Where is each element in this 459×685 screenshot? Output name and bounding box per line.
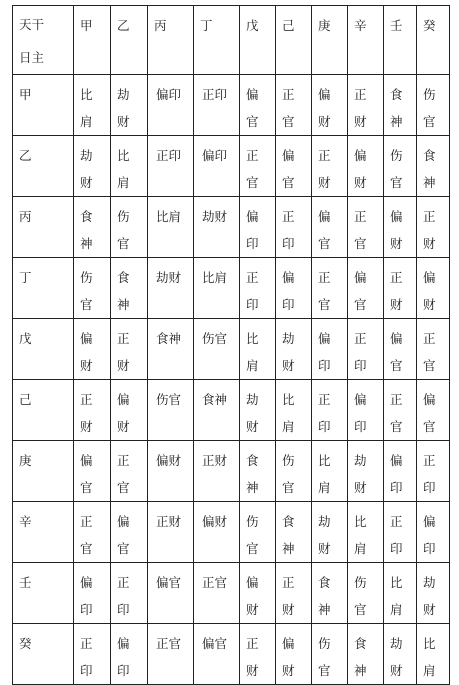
table-cell: [384, 502, 417, 563]
column-header: 庚: [312, 6, 348, 75]
table-cell: [312, 75, 348, 136]
cell-char-top: 偏: [117, 636, 130, 651]
cell-char-top: 食: [390, 87, 403, 102]
table-cell: [111, 502, 148, 563]
column-header: 丙: [148, 6, 194, 75]
cell-char-top: 偏: [390, 209, 403, 224]
cell-char-bottom: 印: [282, 297, 295, 312]
cell-char-top: 偏: [246, 209, 259, 224]
cell-char-bottom: 财: [117, 358, 130, 373]
cell-char-bottom: 肩: [423, 663, 436, 678]
cell-char-top: 伤: [354, 575, 367, 590]
cell-char-bottom: 神: [390, 114, 403, 129]
cell-char-top: 比: [80, 87, 93, 102]
cell-char-bottom: 财: [318, 541, 331, 556]
row-stem-label: 甲: [13, 75, 74, 136]
cell-char-top: 偏: [423, 392, 436, 407]
cell-char-bottom: 官: [246, 541, 259, 556]
table-cell: [312, 136, 348, 197]
table-row: [13, 441, 450, 502]
cell-char-top: 正: [80, 514, 93, 529]
cell-char-top: 正: [117, 453, 130, 468]
cell-char-bottom: 印: [117, 663, 130, 678]
cell-char-top: 正: [318, 392, 331, 407]
table-cell: [276, 441, 312, 502]
table-cell: 偏印: [194, 136, 240, 197]
cell-char-bottom: 财: [390, 297, 403, 312]
table-cell: [276, 136, 312, 197]
corner-bottom-label: 日主: [19, 50, 45, 65]
cell-char-bottom: 官: [354, 297, 367, 312]
column-header: 丁: [194, 6, 240, 75]
table-cell: [384, 624, 417, 685]
corner-cell: [13, 6, 74, 75]
cell-char-top: 劫: [246, 392, 259, 407]
cell-char-top: 比: [354, 514, 367, 529]
cell-char-top: 偏: [354, 392, 367, 407]
cell-char-top: 伤: [318, 636, 331, 651]
table-cell: [417, 319, 450, 380]
cell-char-bottom: 官: [390, 419, 403, 434]
cell-char-bottom: 财: [117, 419, 130, 434]
table-cell: 比肩: [148, 197, 194, 258]
cell-char-top: 比: [390, 575, 403, 590]
cell-char-top: 比: [318, 453, 331, 468]
cell-char-bottom: 财: [390, 663, 403, 678]
table-cell: [384, 319, 417, 380]
table-cell: 偏财: [194, 502, 240, 563]
cell-char-bottom: 财: [282, 663, 295, 678]
cell-char-bottom: 印: [246, 297, 259, 312]
cell-char-bottom: 财: [282, 602, 295, 617]
cell-char-bottom: 财: [354, 114, 367, 129]
table-cell: [348, 441, 384, 502]
cell-char-bottom: 财: [246, 663, 259, 678]
cell-char-bottom: 财: [423, 236, 436, 251]
cell-char-top: 劫: [423, 575, 436, 590]
table-cell: [417, 441, 450, 502]
cell-char-top: 正: [390, 270, 403, 285]
table-cell: [74, 136, 111, 197]
row-stem-label: 庚: [13, 441, 74, 502]
cell-char-top: 劫: [318, 514, 331, 529]
cell-char-top: 劫: [354, 453, 367, 468]
cell-char-bottom: 官: [282, 480, 295, 495]
table-cell: [384, 441, 417, 502]
table-cell: [417, 197, 450, 258]
cell-char-bottom: 官: [282, 175, 295, 190]
cell-char-bottom: 财: [354, 175, 367, 190]
cell-char-bottom: 官: [318, 663, 331, 678]
table-cell: [384, 75, 417, 136]
table-cell: [312, 441, 348, 502]
cell-char-top: 偏: [117, 392, 130, 407]
table-cell: 劫财: [194, 197, 240, 258]
cell-char-top: 正: [80, 636, 93, 651]
cell-char-bottom: 官: [80, 297, 93, 312]
cell-char-bottom: 官: [80, 541, 93, 556]
cell-char-top: 食: [80, 209, 93, 224]
table-cell: [384, 563, 417, 624]
cell-char-bottom: 财: [318, 175, 331, 190]
header-row: [13, 6, 450, 75]
cell-char-bottom: 官: [354, 236, 367, 251]
cell-char-top: 正: [423, 331, 436, 346]
table-cell: 正财: [194, 441, 240, 502]
table-cell: 食神: [148, 319, 194, 380]
table-cell: [348, 502, 384, 563]
cell-char-top: 偏: [354, 148, 367, 163]
cell-char-bottom: 神: [282, 541, 295, 556]
cell-char-top: 食: [282, 514, 295, 529]
column-header: 己: [276, 6, 312, 75]
table-cell: [240, 319, 276, 380]
cell-char-top: 正: [246, 148, 259, 163]
table-row: [13, 136, 450, 197]
row-stem-label: 壬: [13, 563, 74, 624]
cell-char-bottom: 官: [246, 175, 259, 190]
cell-char-bottom: 财: [390, 236, 403, 251]
cell-char-bottom: 神: [318, 602, 331, 617]
table-cell: 偏官: [194, 624, 240, 685]
table-cell: [111, 136, 148, 197]
cell-char-bottom: 官: [80, 480, 93, 495]
table-cell: [348, 319, 384, 380]
cell-char-bottom: 神: [246, 480, 259, 495]
cell-char-top: 食: [246, 453, 259, 468]
table-cell: 伤官: [194, 319, 240, 380]
cell-char-bottom: 印: [318, 419, 331, 434]
table-cell: [348, 563, 384, 624]
cell-char-bottom: 神: [117, 297, 130, 312]
cell-char-top: 正: [318, 270, 331, 285]
cell-char-top: 正: [117, 575, 130, 590]
table-cell: [74, 624, 111, 685]
cell-char-bottom: 官: [354, 602, 367, 617]
table-cell: [312, 502, 348, 563]
table-cell: [74, 441, 111, 502]
table-cell: [74, 502, 111, 563]
cell-char-bottom: 官: [390, 175, 403, 190]
cell-char-top: 偏: [318, 209, 331, 224]
table-cell: 偏财: [148, 441, 194, 502]
cell-char-bottom: 财: [246, 419, 259, 434]
cell-char-top: 正: [354, 331, 367, 346]
cell-char-top: 劫: [117, 87, 130, 102]
table-cell: [111, 75, 148, 136]
cell-char-bottom: 官: [117, 236, 130, 251]
table-cell: [384, 136, 417, 197]
cell-char-top: 比: [282, 392, 295, 407]
cell-char-top: 食: [354, 636, 367, 651]
table-row: [13, 197, 450, 258]
table-cell: [74, 380, 111, 441]
cell-char-top: 伤: [390, 148, 403, 163]
table-cell: [276, 380, 312, 441]
cell-char-top: 正: [117, 331, 130, 346]
cell-char-top: 比: [423, 636, 436, 651]
row-stem-label: 丙: [13, 197, 74, 258]
cell-char-top: 偏: [423, 270, 436, 285]
cell-char-top: 食: [117, 270, 130, 285]
cell-char-bottom: 印: [423, 541, 436, 556]
table-cell: 伤官: [148, 380, 194, 441]
table-cell: [240, 136, 276, 197]
cell-char-bottom: 印: [390, 480, 403, 495]
table-row: [13, 502, 450, 563]
cell-char-bottom: 财: [282, 358, 295, 373]
table-cell: [417, 136, 450, 197]
cell-char-bottom: 财: [117, 114, 130, 129]
table-cell: [276, 563, 312, 624]
cell-char-bottom: 印: [117, 602, 130, 617]
table-cell: [384, 197, 417, 258]
table-cell: [312, 258, 348, 319]
row-stem-label: 己: [13, 380, 74, 441]
cell-char-bottom: 财: [80, 175, 93, 190]
cell-char-top: 偏: [80, 331, 93, 346]
table-cell: [312, 380, 348, 441]
cell-char-top: 食: [318, 575, 331, 590]
table-cell: 劫财: [148, 258, 194, 319]
cell-char-top: 偏: [282, 270, 295, 285]
table-cell: [111, 319, 148, 380]
corner-top-label: 天干: [19, 17, 45, 32]
cell-char-bottom: 官: [423, 114, 436, 129]
table-cell: [276, 75, 312, 136]
table-cell: [348, 624, 384, 685]
table-cell: 偏官: [148, 563, 194, 624]
column-header: 辛: [348, 6, 384, 75]
cell-char-top: 偏: [390, 331, 403, 346]
table-cell: [240, 441, 276, 502]
table-cell: [417, 380, 450, 441]
cell-char-top: 正: [282, 209, 295, 224]
column-header: 壬: [384, 6, 417, 75]
cell-char-top: 劫: [80, 148, 93, 163]
cell-char-top: 正: [354, 87, 367, 102]
cell-char-top: 正: [282, 87, 295, 102]
cell-char-top: 偏: [80, 575, 93, 590]
table-cell: [348, 380, 384, 441]
table-cell: [276, 197, 312, 258]
cell-char-top: 正: [80, 392, 93, 407]
cell-char-top: 正: [423, 209, 436, 224]
table-cell: [111, 563, 148, 624]
table-row: [13, 563, 450, 624]
cell-char-bottom: 神: [423, 175, 436, 190]
table-cell: [384, 258, 417, 319]
cell-char-top: 偏: [318, 87, 331, 102]
cell-char-bottom: 印: [423, 480, 436, 495]
table-cell: 比肩: [194, 258, 240, 319]
cell-char-bottom: 印: [80, 602, 93, 617]
cell-char-bottom: 官: [246, 114, 259, 129]
cell-char-bottom: 印: [80, 663, 93, 678]
cell-char-top: 偏: [282, 636, 295, 651]
cell-char-bottom: 肩: [390, 602, 403, 617]
row-stem-label: 丁: [13, 258, 74, 319]
cell-char-top: 伤: [117, 209, 130, 224]
table-cell: 正官: [194, 563, 240, 624]
table-cell: [417, 624, 450, 685]
cell-char-bottom: 印: [354, 358, 367, 373]
row-stem-label: 戊: [13, 319, 74, 380]
row-stem-label: 辛: [13, 502, 74, 563]
cell-char-top: 伤: [423, 87, 436, 102]
table-cell: [276, 502, 312, 563]
table-row: [13, 258, 450, 319]
table-cell: [111, 258, 148, 319]
table-cell: 正官: [148, 624, 194, 685]
cell-char-bottom: 官: [117, 541, 130, 556]
cell-char-bottom: 印: [354, 419, 367, 434]
cell-char-bottom: 印: [318, 358, 331, 373]
table-cell: [417, 258, 450, 319]
table-cell: [312, 563, 348, 624]
cell-char-top: 偏: [246, 87, 259, 102]
table-cell: [240, 624, 276, 685]
cell-char-top: 正: [246, 270, 259, 285]
table-cell: [240, 380, 276, 441]
cell-char-top: 偏: [117, 514, 130, 529]
table-cell: [417, 563, 450, 624]
cell-char-bottom: 财: [318, 114, 331, 129]
cell-char-top: 伤: [246, 514, 259, 529]
cell-char-top: 正: [318, 148, 331, 163]
column-header: 乙: [111, 6, 148, 75]
table-row: [13, 75, 450, 136]
cell-char-top: 伤: [282, 453, 295, 468]
cell-char-bottom: 官: [318, 297, 331, 312]
table-cell: 正印: [194, 75, 240, 136]
cell-char-bottom: 财: [246, 602, 259, 617]
cell-char-bottom: 财: [423, 602, 436, 617]
table-cell: [312, 319, 348, 380]
cell-char-top: 正: [354, 209, 367, 224]
table-cell: [417, 502, 450, 563]
table-cell: [240, 563, 276, 624]
cell-char-bottom: 官: [423, 358, 436, 373]
table-cell: [240, 75, 276, 136]
table-cell: 正财: [148, 502, 194, 563]
cell-char-top: 比: [117, 148, 130, 163]
table-cell: [111, 624, 148, 685]
table-cell: [312, 197, 348, 258]
cell-char-bottom: 神: [354, 663, 367, 678]
cell-char-bottom: 印: [246, 236, 259, 251]
table-cell: [74, 197, 111, 258]
cell-char-bottom: 官: [390, 358, 403, 373]
cell-char-bottom: 财: [80, 419, 93, 434]
table-row: [13, 624, 450, 685]
cell-char-bottom: 财: [80, 358, 93, 373]
cell-char-top: 伤: [80, 270, 93, 285]
cell-char-top: 比: [246, 331, 259, 346]
table-row: [13, 380, 450, 441]
cell-char-top: 正: [246, 636, 259, 651]
cell-char-bottom: 印: [282, 236, 295, 251]
table-cell: [312, 624, 348, 685]
table-cell: [276, 319, 312, 380]
table-cell: [276, 624, 312, 685]
table-cell: [111, 197, 148, 258]
row-stem-label: 癸: [13, 624, 74, 685]
cell-char-bottom: 肩: [282, 419, 295, 434]
table-cell: [74, 258, 111, 319]
cell-char-top: 偏: [246, 575, 259, 590]
table-cell: 食神: [194, 380, 240, 441]
cell-char-bottom: 肩: [354, 541, 367, 556]
cell-char-bottom: 肩: [318, 480, 331, 495]
table-cell: [348, 197, 384, 258]
table-cell: [348, 75, 384, 136]
cell-char-top: 劫: [282, 331, 295, 346]
cell-char-top: 偏: [354, 270, 367, 285]
cell-char-top: 正: [390, 392, 403, 407]
table-cell: [240, 197, 276, 258]
cell-char-top: 劫: [390, 636, 403, 651]
cell-char-bottom: 财: [354, 480, 367, 495]
table-cell: [348, 258, 384, 319]
table-cell: [74, 75, 111, 136]
table-cell: [240, 258, 276, 319]
cell-char-top: 正: [282, 575, 295, 590]
ten-gods-table: [12, 5, 450, 685]
cell-char-top: 偏: [80, 453, 93, 468]
cell-char-bottom: 官: [117, 480, 130, 495]
table-row: [13, 319, 450, 380]
cell-char-top: 偏: [423, 514, 436, 529]
cell-char-bottom: 神: [80, 236, 93, 251]
cell-char-top: 偏: [390, 453, 403, 468]
cell-char-top: 正: [423, 453, 436, 468]
cell-char-bottom: 印: [390, 541, 403, 556]
table-cell: 偏印: [148, 75, 194, 136]
table-cell: [111, 380, 148, 441]
table-cell: 正印: [148, 136, 194, 197]
cell-char-top: 偏: [318, 331, 331, 346]
table-cell: [348, 136, 384, 197]
cell-char-top: 正: [390, 514, 403, 529]
cell-char-bottom: 肩: [246, 358, 259, 373]
table-cell: [111, 441, 148, 502]
cell-char-bottom: 财: [423, 297, 436, 312]
column-header: 癸: [417, 6, 450, 75]
cell-char-bottom: 官: [423, 419, 436, 434]
cell-char-bottom: 官: [318, 236, 331, 251]
cell-char-bottom: 肩: [80, 114, 93, 129]
table-cell: [276, 258, 312, 319]
cell-char-bottom: 肩: [117, 175, 130, 190]
cell-char-top: 偏: [282, 148, 295, 163]
table-cell: [384, 380, 417, 441]
table-cell: [74, 563, 111, 624]
column-header: 甲: [74, 6, 111, 75]
column-header: 戊: [240, 6, 276, 75]
table-cell: [417, 75, 450, 136]
cell-char-top: 食: [423, 148, 436, 163]
table-cell: [74, 319, 111, 380]
table-cell: [240, 502, 276, 563]
row-stem-label: 乙: [13, 136, 74, 197]
cell-char-bottom: 官: [282, 114, 295, 129]
